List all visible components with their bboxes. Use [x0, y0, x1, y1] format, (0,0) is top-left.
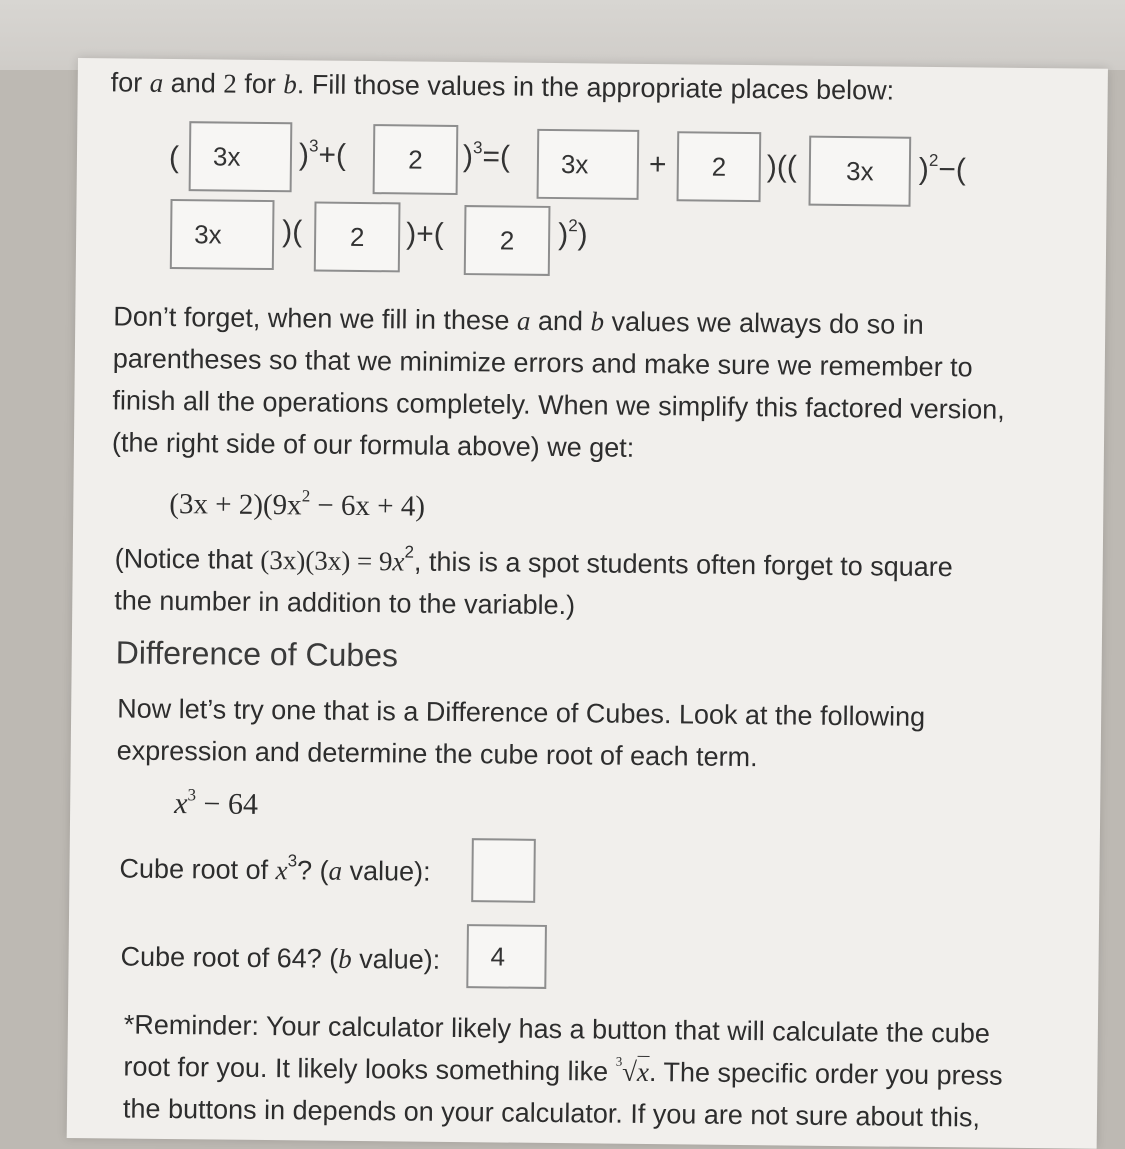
- a-input-box-3[interactable]: 3x: [808, 136, 911, 207]
- a-input-box-4[interactable]: 3x: [170, 199, 275, 270]
- formula-close-open: )((: [766, 150, 798, 184]
- b-input-box-2[interactable]: 2: [677, 131, 762, 202]
- reminder-line3: the buttons in depends on your calculator. If you are not sure about this,: [122, 1093, 981, 1133]
- formula-close-open-2: )(: [282, 215, 303, 249]
- b-value-input[interactable]: 4: [466, 924, 547, 989]
- para1-line3: finish all the operations completely. When we simplify this factored version,: [112, 385, 1005, 425]
- b-input-box[interactable]: 2: [373, 124, 459, 195]
- section-heading: Difference of Cubes: [115, 634, 399, 674]
- a-input-box[interactable]: 3x: [189, 121, 293, 192]
- b-input-box-4[interactable]: 2: [464, 205, 551, 276]
- formula-final-close: )$^2$): [558, 216, 588, 252]
- intro-line: for a and 2 for b. Fill those values in the appropriate places below:: [110, 67, 895, 106]
- formula-cube-plus: )$^3$+(: [298, 136, 347, 172]
- factored-result: $(3x + 2)(9x^2 - 6x + 4)$: [169, 486, 426, 523]
- cube-root-symbol: $^3$√x: [615, 1053, 650, 1088]
- formula-open-paren: (: [168, 140, 180, 175]
- formula-plus: +: [648, 147, 667, 182]
- worksheet-page: [67, 58, 1108, 1149]
- q2-label: Cube root of 64? (b value):: [120, 941, 441, 975]
- a-input-box-2[interactable]: 3x: [537, 129, 640, 200]
- reminder-line1: *Reminder: Your calculator likely has a button that will calculate the cube: [123, 1009, 990, 1049]
- para2-line2: expression and determine the cube root of each term.: [116, 735, 758, 773]
- b-input-box-3[interactable]: 2: [314, 201, 401, 272]
- formula-square-minus: )$^2$−(: [918, 150, 967, 187]
- para1-line1: Don’t forget, when we fill in these a and b values we always do so in: [113, 301, 924, 340]
- q1-label: Cube root of $x^3$? (a value):: [119, 851, 431, 887]
- a-value-input[interactable]: [471, 838, 536, 903]
- formula-close-plus-open: )+(: [406, 217, 444, 251]
- formula-cube-equals: )$^3$=(: [462, 138, 511, 174]
- notice-line1: (Notice that $(3x)(3x) = 9x^2$, this is a spot students often forget to square: [114, 542, 953, 583]
- notice-line2: the number in addition to the variable.): [114, 585, 576, 621]
- para1-line2: parentheses so that we minimize errors and make sure we remember to: [112, 343, 973, 383]
- para1-line4: (the right side of our formula above) we get:: [111, 427, 635, 463]
- para2-line1: Now let’s try one that is a Difference of Cubes. Look at the following: [117, 693, 926, 732]
- expression: $x^3 - 64$: [174, 785, 259, 821]
- reminder-line2: root for you. It likely looks something like $^3$√x. The specific order you press: [123, 1051, 1003, 1091]
